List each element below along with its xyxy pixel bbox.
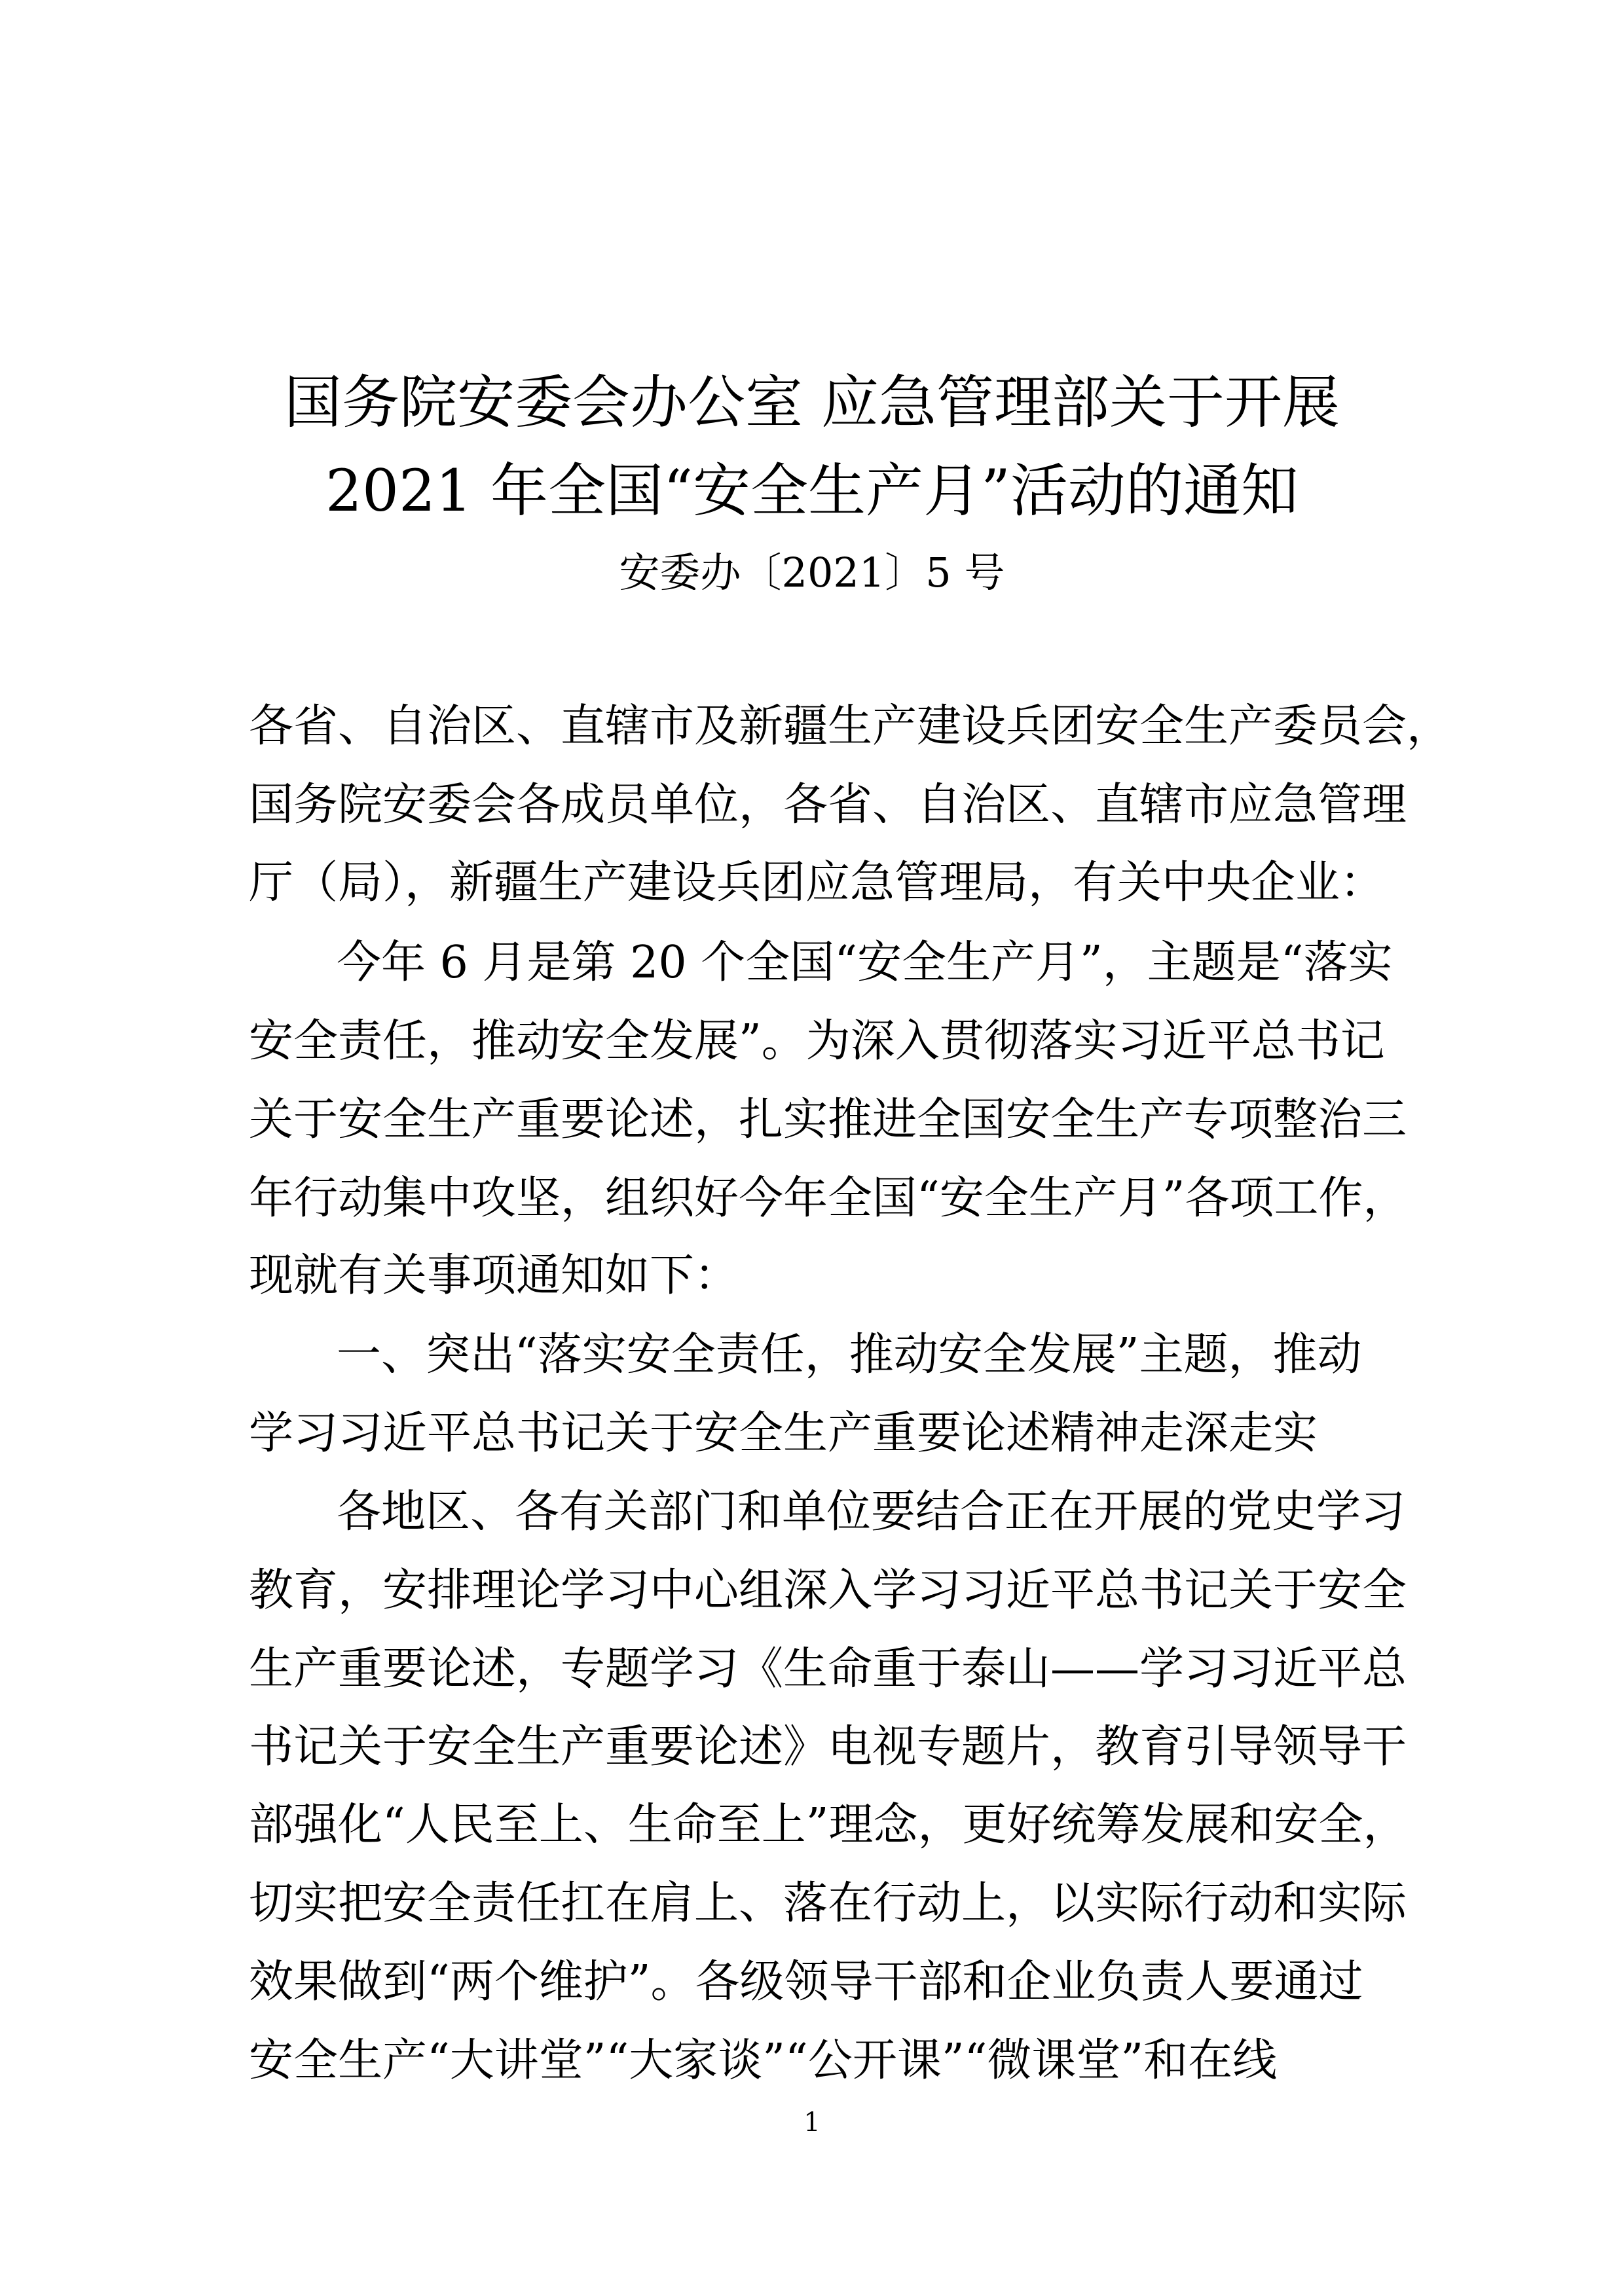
paragraph-2-line-1: 各地区、各有关部门和单位要结合正在开展的党史学习 bbox=[337, 1486, 1406, 1538]
paragraph-1-line-4: 年行动集中攻坚，组织好今年全国“安全生产月”各项工作， bbox=[249, 1173, 1408, 1224]
section-1-heading-line-2: 学习习近平总书记关于安全生产重要论述精神走深走实 bbox=[249, 1408, 1318, 1459]
paragraph-2-line-7: 效果做到“两个维护”。各级领导干部和企业负责人要通过 bbox=[249, 1956, 1363, 2008]
paragraph-2-line-5: 部强化“人民至上、生命至上”理念，更好统筹发展和安全， bbox=[249, 1799, 1408, 1851]
page-number: 1 bbox=[803, 2107, 821, 2138]
addressee-line-3: 厅（局），新疆生产建设兵团应急管理局，有关中央企业： bbox=[249, 857, 1385, 909]
document-title-line-1: 国务院安委会办公室 应急管理部关于开展 bbox=[284, 369, 1340, 436]
paragraph-2-line-2: 教育，安排理论学习中心组深入学习习近平总书记关于安全 bbox=[249, 1565, 1407, 1616]
paragraph-2-line-3: 生产重要论述，专题学习《生命重于泰山——学习习近平总 bbox=[249, 1643, 1407, 1695]
paragraph-2-line-8: 安全生产“大讲堂”“大家谈”“公开课”“微课堂”和在线 bbox=[249, 2035, 1278, 2086]
paragraph-2-line-6: 切实把安全责任扛在肩上、落在行动上，以实际行动和实际 bbox=[249, 1878, 1407, 1929]
paragraph-1-line-1: 今年 6 月是第 20 个全国“安全生产月”，主题是“落实 bbox=[337, 937, 1393, 989]
paragraph-1-line-5: 现就有关事项通知如下： bbox=[249, 1250, 739, 1302]
addressee-line-1: 各省、自治区、直辖市及新疆生产建设兵团安全生产委员会， bbox=[249, 701, 1452, 752]
section-1-heading-line-1: 一、突出“落实安全责任，推动安全发展”主题，推动 bbox=[337, 1329, 1362, 1381]
paragraph-2-line-4: 书记关于安全生产重要论述》电视专题片，教育引导领导干 bbox=[249, 1721, 1407, 1773]
paragraph-1-line-2: 安全责任，推动安全发展”。为深入贯彻落实习近平总书记 bbox=[249, 1015, 1385, 1067]
document-title-line-2: 2021 年全国“安全生产月”活动的通知 bbox=[325, 457, 1299, 524]
paragraph-1-line-3: 关于安全生产重要论述，扎实推进全国安全生产专项整治三 bbox=[249, 1094, 1407, 1146]
document-number: 安委办〔2021〕5 号 bbox=[619, 549, 1005, 596]
addressee-line-2: 国务院安委会各成员单位，各省、自治区、直辖市应急管理 bbox=[249, 779, 1407, 831]
